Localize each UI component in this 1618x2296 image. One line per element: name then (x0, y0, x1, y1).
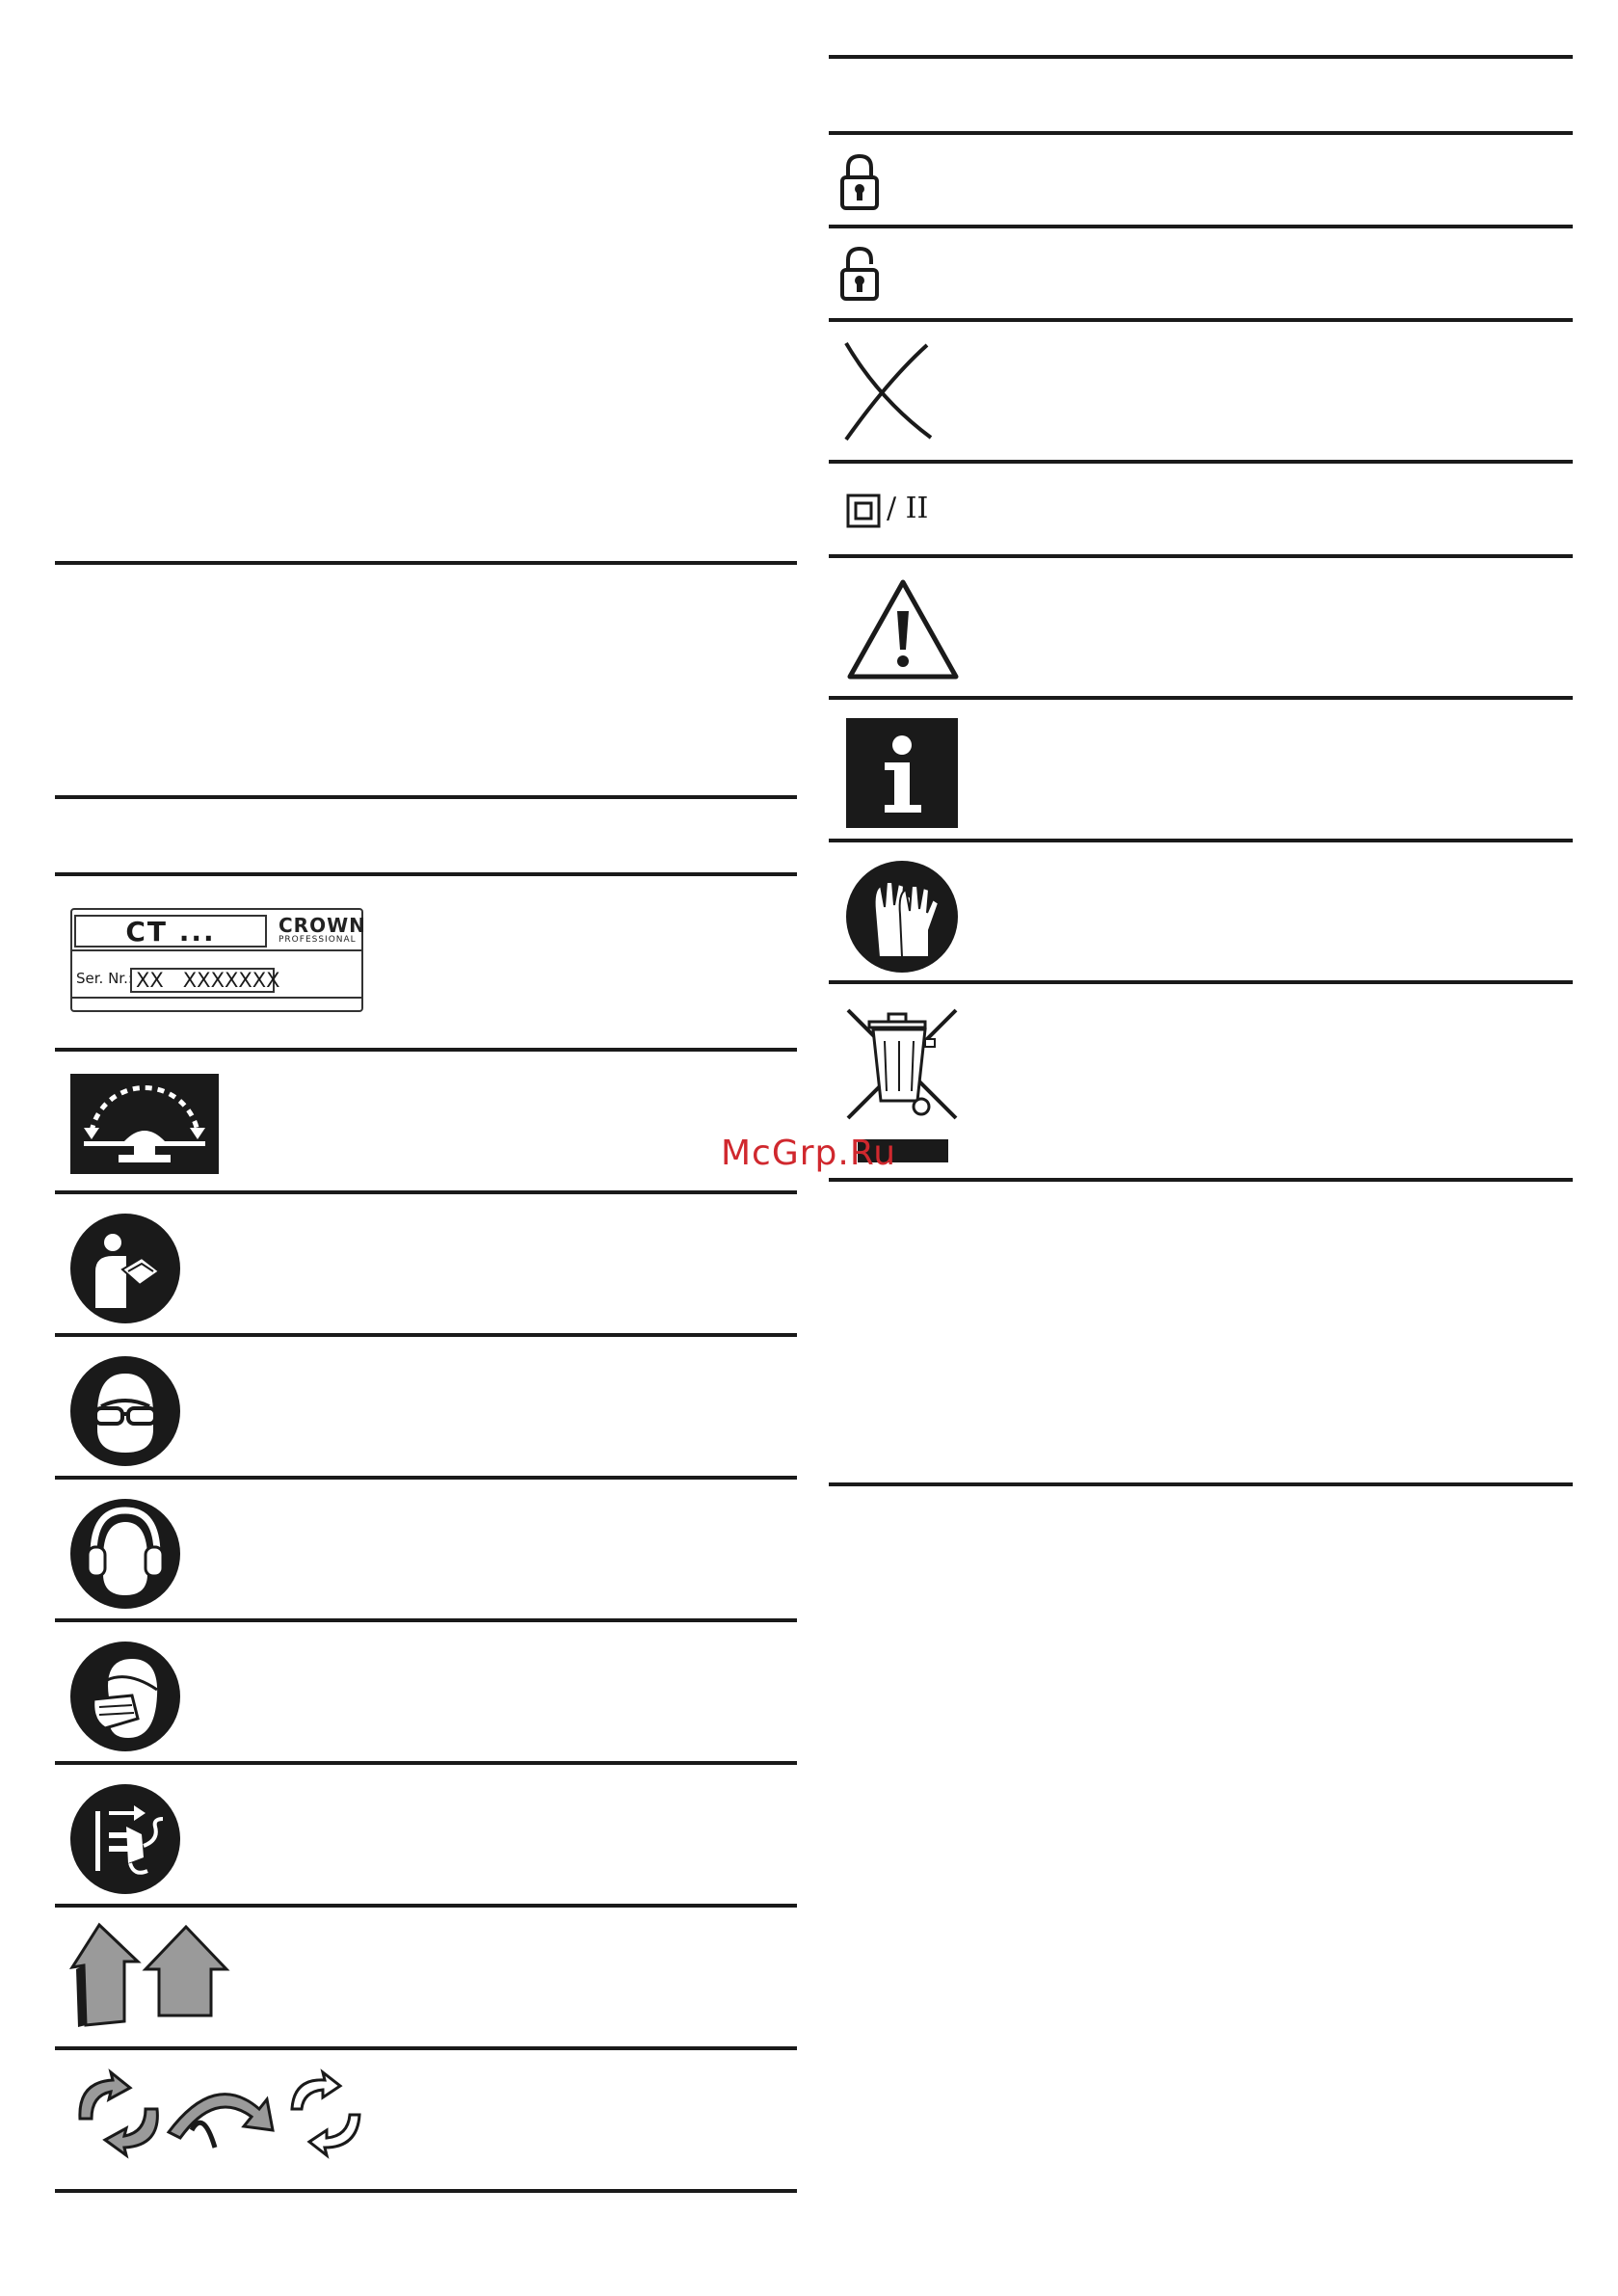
divider (829, 554, 1573, 558)
divider (55, 1618, 797, 1622)
divider (55, 2189, 797, 2193)
unplug-icon (70, 1784, 180, 1894)
protective-gloves-icon (846, 861, 958, 973)
bevel-angle-icon (70, 1074, 219, 1174)
divider (829, 225, 1573, 228)
lock-open-icon (840, 245, 879, 301)
brand-subtitle: PROFESSIONAL (279, 935, 357, 945)
warning-icon (846, 578, 960, 681)
divider (829, 131, 1573, 135)
double-insulation-icon (846, 494, 881, 528)
divider (829, 839, 1573, 842)
divider (55, 795, 797, 799)
serial-value: XX XXXXXXX (130, 968, 275, 993)
direction-arrows-icon (70, 1923, 230, 2029)
info-icon (846, 718, 958, 828)
divider (829, 318, 1573, 322)
serial-label: Ser. Nr.: (76, 970, 133, 987)
hearing-protection-icon (70, 1499, 180, 1609)
model-label: CT ... (74, 915, 267, 948)
lock-closed-icon (840, 154, 879, 210)
divider (55, 1333, 797, 1337)
divider (829, 55, 1573, 59)
divider (829, 460, 1573, 464)
divider (55, 1761, 797, 1765)
divider (55, 561, 797, 565)
nameplate (70, 908, 366, 1012)
divider (829, 1482, 1573, 1486)
divider (55, 1476, 797, 1480)
rotation-arrows-icon (70, 2070, 369, 2157)
divider (829, 696, 1573, 700)
brand-logo: CROWN (279, 914, 366, 937)
eye-protection-icon (70, 1356, 180, 1466)
watermark: McGrp.Ru (721, 1134, 897, 1173)
dust-mask-icon (70, 1642, 180, 1751)
insulation-class-label: / II (887, 492, 929, 525)
read-manual-icon (70, 1214, 180, 1323)
divider (55, 1190, 797, 1194)
divider (829, 980, 1573, 984)
divider (55, 1048, 797, 1052)
divider (55, 1904, 797, 1908)
divider (55, 2046, 797, 2050)
divider (829, 1178, 1573, 1182)
cross-icon (840, 341, 937, 441)
divider (55, 872, 797, 876)
